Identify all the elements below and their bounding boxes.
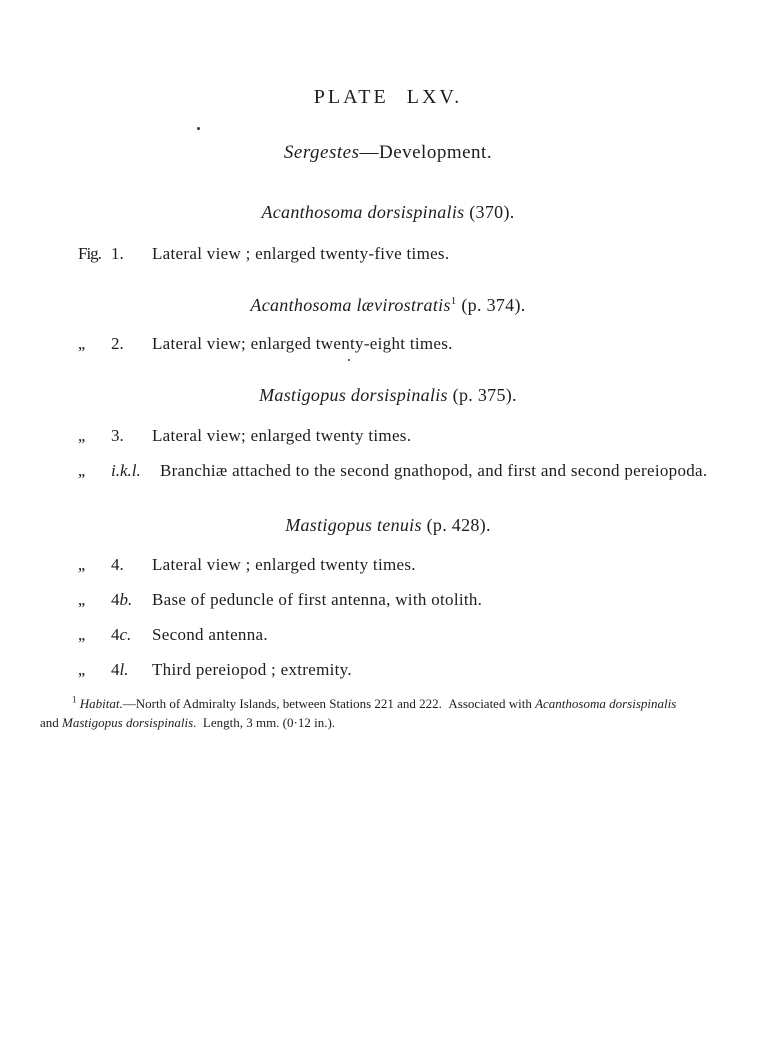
figure-number	[111, 461, 155, 481]
genus-name: Sergestes	[283, 142, 360, 163]
figure-number	[111, 590, 155, 610]
figure-number-digit: 3.	[111, 426, 124, 445]
footnote-ref: 1	[450, 295, 457, 307]
figure-number-digit: 2.	[111, 334, 124, 353]
species-name: Acanthosoma lævirostratis	[250, 295, 451, 315]
footnote-marker: 1	[72, 694, 77, 705]
figure-description: Second antenna.	[152, 625, 268, 644]
ditto-mark: ,,	[78, 461, 85, 480]
heading-page-ref: (p. 428).	[421, 515, 491, 535]
figure-number-digit: 4	[111, 590, 120, 609]
footnote-habitat-label: Habitat.	[79, 696, 123, 711]
figure-description: Branchiæ attached to the second gnathopod, and first and second pereiopoda.	[160, 461, 708, 480]
footnote-line	[40, 694, 760, 713]
figure-number	[111, 334, 155, 354]
figure-description: Base of peduncle of first antenna, with otolith.	[152, 590, 483, 609]
figure-number-letter: c.	[119, 625, 132, 644]
ink-speck	[197, 127, 200, 130]
figure-number-digit: 4	[111, 660, 120, 679]
figure-number	[111, 426, 155, 446]
figure-description: Lateral view ; enlarged twenty times.	[152, 555, 416, 574]
species-name: Mastigopus dorsispinalis	[259, 385, 448, 405]
subtitle-rest: —Development.	[359, 142, 493, 163]
ditto-mark: ,,	[78, 426, 85, 445]
figure-number-letter: l.	[119, 660, 129, 679]
figure-number	[111, 555, 155, 575]
figure-row	[78, 660, 776, 680]
figure-description: Lateral view; enlarged twenty-eight times.	[152, 334, 453, 353]
ditto-mark: ,,	[78, 660, 85, 679]
ditto-mark: ,,	[78, 334, 85, 353]
figure-row	[78, 555, 776, 575]
ink-speck	[348, 359, 350, 361]
figure-number-digit: 4.	[111, 555, 124, 574]
figure-row	[78, 334, 776, 354]
figure-description: Third pereiopod ; extremity.	[152, 660, 352, 679]
footnote-text: —North of Admiralty Islands, between Stations 221 and 222. Associated with	[122, 696, 536, 711]
species-name: Acanthosoma dorsispinalis	[535, 696, 677, 711]
figure-label: Fig.	[78, 244, 101, 263]
heading-page-ref: (p. 374).	[456, 295, 526, 315]
species-name: Acanthosoma dorsispinalis	[261, 202, 465, 222]
plate-subtitle	[0, 142, 776, 164]
footnote	[40, 694, 760, 732]
heading-page-ref: (370).	[464, 202, 515, 222]
figure-number-letter: b.	[119, 590, 133, 609]
figure-row	[78, 590, 776, 610]
figure-number-letter: i.k.l.	[111, 461, 141, 480]
page-title: PLATE LXV.	[313, 86, 463, 108]
ditto-mark: ,,	[78, 625, 85, 644]
figure-number	[111, 625, 155, 645]
figure-number	[111, 660, 155, 680]
species-name: Mastigopus dorsispinalis	[62, 715, 194, 730]
figure-description: Lateral view ; enlarged twenty-five times.	[152, 244, 450, 263]
section-heading	[0, 515, 776, 536]
footnote-text: and	[40, 715, 63, 730]
section-heading	[0, 202, 776, 223]
heading-page-ref: (p. 375).	[447, 385, 517, 405]
figure-number-digit: 4	[111, 625, 120, 644]
ditto-mark: ,,	[78, 590, 85, 609]
ditto-mark: ,,	[78, 555, 85, 574]
footnote-text: . Length, 3 mm. (0·12 in.).	[193, 715, 336, 730]
figure-number-digit: 1.	[111, 244, 124, 263]
figure-row	[78, 461, 776, 481]
section-heading	[0, 295, 776, 316]
figure-description: Lateral view; enlarged twenty times.	[152, 426, 412, 445]
figure-row	[78, 426, 776, 446]
section-heading	[0, 385, 776, 406]
footnote-line	[40, 713, 760, 732]
figure-row	[78, 244, 776, 264]
figure-row	[78, 625, 776, 645]
figure-number	[111, 244, 155, 264]
species-name: Mastigopus tenuis	[285, 515, 422, 535]
